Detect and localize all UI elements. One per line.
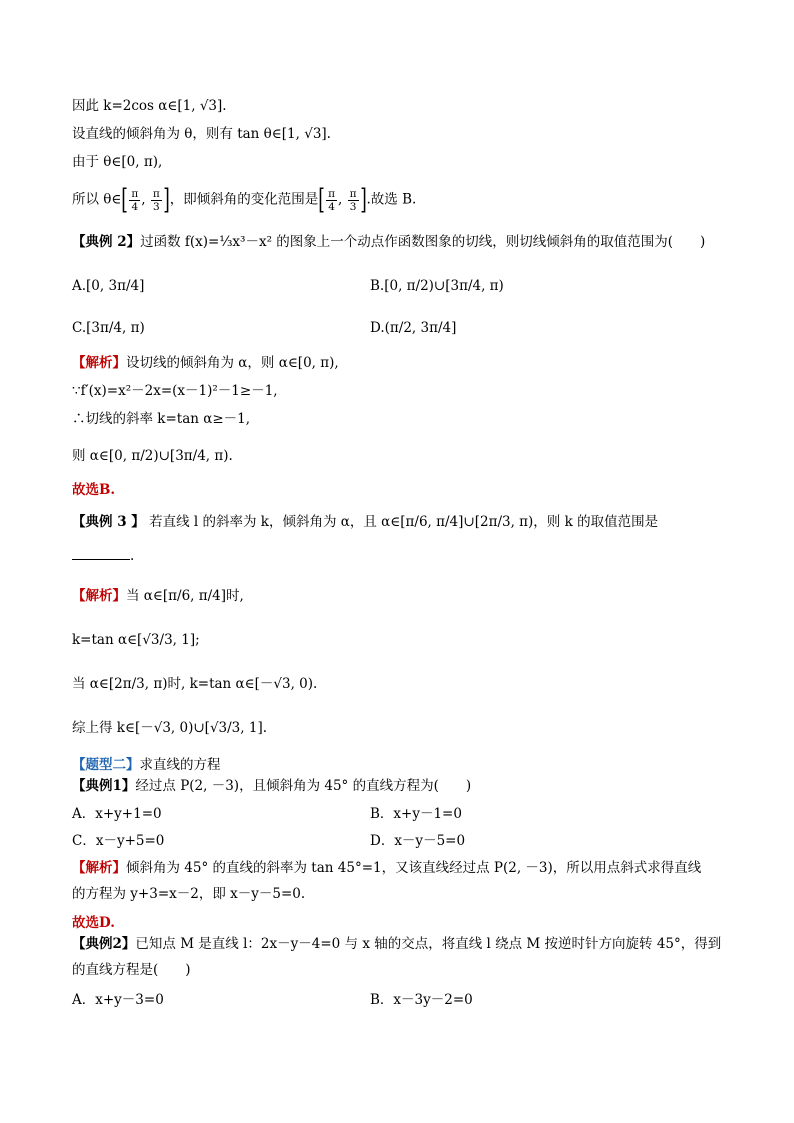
frac: $\frac{\pi}{3}$: [152, 187, 160, 213]
analysis-3-line-4: [72, 718, 267, 738]
analysis-line-2: [72, 381, 278, 401]
answer-b: [72, 480, 115, 500]
example-2-question: [72, 232, 705, 252]
topic-2-heading: [72, 755, 221, 775]
text: 若直线 l 的斜率为 k，倾斜角为 α，且 α∈[π/6, π/4]∪[2π/3, π)，则 k 的取值范围是: [149, 514, 659, 530]
example-tag: 【典例 2】: [72, 234, 141, 250]
option-b: B．x+y－1=0: [370, 806, 462, 822]
text: A.[0, 3π/4]: [72, 278, 145, 294]
option-b: B.[0, π/2)∪[3π/4, π): [370, 278, 504, 294]
q1-option-ab: [72, 804, 462, 824]
analysis-line-4: [72, 446, 233, 466]
option-b: B．x－3y－2=0: [370, 992, 473, 1008]
text: 求直线的方程: [139, 757, 221, 773]
topic-tag: 【题型二】: [72, 757, 140, 773]
answer-d: [72, 913, 115, 933]
analysis-q1-line-2: [72, 884, 305, 904]
text: 故选B.: [72, 482, 116, 498]
option-c: [72, 318, 457, 338]
text: 过函数 f(x)=⅓x³－x² 的图象上一个动点作函数图象的切线，则切线倾斜角的取值范围为( ): [140, 234, 706, 250]
text: 综上得 k∈[－√3, 0)∪[√3/3, 1].: [72, 720, 267, 736]
solution-line-1: [72, 96, 227, 116]
analysis-tag: 【解析】: [72, 355, 126, 371]
analysis-tag: 【解析】: [72, 588, 126, 604]
example-2b-line-2: [72, 960, 191, 980]
solution-line-2: [72, 124, 331, 144]
text: 当 α∈[2π/3, π)时, k=tan α∈[－√3, 0).: [72, 676, 318, 692]
frac: $\frac{\pi}{4}$: [328, 187, 336, 213]
text: 则 α∈[0, π/2)∪[3π/4, π).: [72, 448, 233, 464]
q1-option-cd: [72, 831, 466, 851]
answer-blank: .: [72, 546, 134, 566]
text: 设直线的倾斜角为 θ，则有 tan θ∈[1, √3].: [72, 126, 331, 142]
example-tag: 【典例1】: [72, 778, 136, 794]
option-a: A．x+y+1=0: [72, 806, 162, 822]
analysis-tag: 【解析】: [72, 860, 126, 876]
example-3-question: [72, 512, 658, 532]
text: 当 α∈[π/6, π/4]时,: [126, 588, 244, 604]
solution-line-4: 所以 θ∈[ $\frac{\pi}{4}$ , $\frac{\pi}{3}$ ]，即倾斜角的变化范围是[ $\frac{\pi}{4}$ , $\frac{\pi}{3}$ ].故选 B.: [72, 183, 417, 216]
q2-option-ab: [72, 990, 473, 1010]
analysis-3-line-3: [72, 674, 317, 694]
text: 故选D.: [72, 915, 115, 931]
text: .故选 B.: [366, 191, 417, 208]
option-d: D．x－y－5=0: [370, 833, 466, 849]
option-a: A．x+y－3=0: [72, 992, 164, 1008]
text: 设切线的倾斜角为 α，则 α∈[0, π),: [126, 355, 339, 371]
solution-line-3: [72, 152, 162, 172]
text: 所以 θ∈: [72, 191, 122, 208]
analysis-q1-line-1: [72, 858, 701, 878]
option-a: [72, 276, 504, 296]
text: 倾斜角为 45° 的直线的斜率为 tan 45°=1，又该直线经过点 P(2, －3)，所以用点斜式求得直线: [126, 860, 702, 876]
text: k=tan α∈[√3/3, 1];: [72, 632, 200, 648]
text: 经过点 P(2, －3)，且倾斜角为 45° 的直线方程为( ): [135, 778, 472, 794]
analysis-line-1: [72, 353, 339, 373]
analysis-3-line-1: [72, 586, 244, 606]
frac: $\frac{\pi}{3}$: [349, 187, 357, 213]
text: 由于 θ∈[0, π),: [72, 154, 163, 170]
text: ∴切线的斜率 k=tan α≥－1,: [72, 411, 251, 427]
frac: $\frac{\pi}{4}$: [131, 187, 139, 213]
text: ∵f′(x)=x²－2x=(x－1)²－1≥－1,: [72, 383, 278, 399]
text: 的方程为 y+3=x－2，即 x－y－5=0.: [72, 886, 306, 902]
example-tag: 【典例 3 】: [72, 514, 145, 530]
text: C.[3π/4, π): [72, 320, 145, 336]
option-d: D.(π/2, 3π/4]: [370, 320, 457, 336]
text: 的直线方程是( ): [72, 962, 191, 978]
analysis-line-3: [72, 409, 250, 429]
example-tag: 【典例2】: [72, 936, 136, 952]
analysis-3-line-2: [72, 630, 200, 650]
option-c: C．x－y+5=0: [72, 833, 165, 849]
text: ，即倾斜角的变化范围是: [169, 191, 319, 208]
example-2b-line-1: [72, 934, 721, 954]
blank: [72, 547, 130, 560]
text: 因此 k=2cos α∈[1, √3].: [72, 98, 227, 114]
example-1-question: [72, 776, 471, 796]
text: 已知点 M 是直线 l：2x－y－4=0 与 x 轴的交点，将直线 l 绕点 M 按逆时针方向旋转 45°，得到: [135, 936, 722, 952]
